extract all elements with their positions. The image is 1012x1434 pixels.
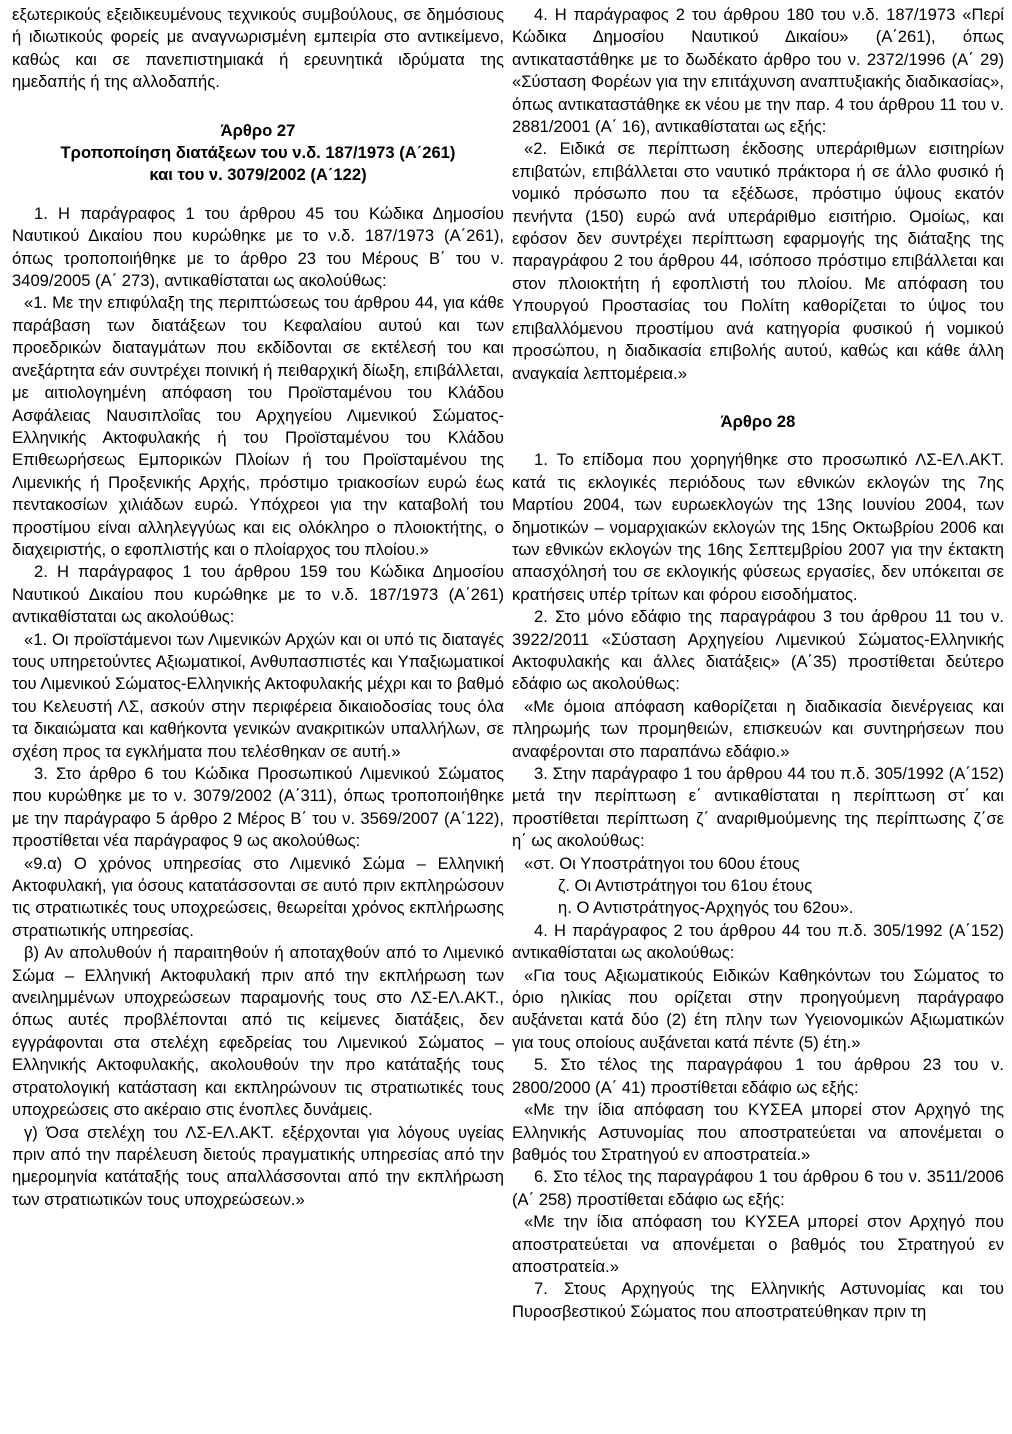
article-28-paragraph-5: 5. Στο τέλος της παραγράφου 1 του άρθρου 23 του ν. 2800/2000 (Α΄ 41) προστίθεται εδάφιο ως εξής:: [512, 1055, 1004, 1097]
right-column: [512, 4, 1004, 1323]
article-28-paragraph-2-quote: «Με όμοια απόφαση καθορίζεται η διαδικασία διενέργειας και πληρωμής των προμηθειών, επισκευών και συντηρήσεων που αναφέρονται στο παραπάνω εδάφιο.»: [512, 696, 1004, 761]
article-27-paragraph-1-quote: «1. Με την επιφύλαξη της περιπτώσεως του άρθρου 44, για κάθε παράβαση των διατάξεων του Κεφαλαίου αυτού και των προεδρικών διαταγμάτων που εκδίδονται σε εκτέλεσή του και ανεξάρτητα εάν συντρέχει ποινική ή πειθαρχική δίωξη, επιβάλλεται, με αιτιολογημένη απόφαση του Προϊσταμένου του Κλάδου Ασφάλειας Ναυσιπλοΐας του Αρχηγείου Λιμενικού Σώματος-Ελληνικής Ακτοφυλακής ή του Προϊσταμένου του Κλάδου Επιθεωρήσεως Εμπορικών Πλοίων ή του Προϊσταμένου της Λιμενικής ή Προξενικής Αρχής, πρόστιμο τριακοσίων ευρώ έως πεντακοσίων χιλιάδων ευρώ. Υπόχρεοι για την καταβολή του προστίμου είναι αλληλεγγύως και εις ολόκληρο ο πλοιοκτήτης, ο διαχειριστής, ο εφοπλιστής και ο πλοίαρχος του πλοίου.»: [12, 293, 504, 559]
article-27-paragraph-3-quote-b: β) Αν απολυθούν ή παραιτηθούν ή αποταχθούν από το Λιμενικό Σώμα – Ελληνική Ακτοφυλακή πριν από την εκπλήρωση των ανειλημμένων υποχρεώσεων παραμονής τους στο ΛΣ-ΕΛ.ΑΚΤ., όπως αυτές προβλέπονται από τις κείμενες διατάξεις, δεν εγγράφονται στα στελέχη εφεδρείας του Λιμενικού Σώματος – Ελληνικής Ακτοφυλακής, ακολουθούν την προ κατάταξής τους στρατολογική κατάσταση και εκπληρώνουν τις στρατιωτικές τους υποχρεώσεις στο ακέραιο στις ένοπλες δυνάμεις.: [12, 943, 504, 1120]
article-27-paragraph-4-quote: «2. Ειδικά σε περίπτωση έκδοσης υπεράριθμων εισιτηρίων επιβατών, επιβάλλεται στο ναυτικό πράκτορα ή σε άλλο φυσικό ή νομικό πρόσωπο που τα εξέδωσε, πρόστιμο ύψους εκατόν πενήντα (150) ευρώ ανά υπεράριθμο εισιτήριο. Ομοίως, και εφόσον δεν συντρέχει περίπτωση εφαρμογής της διάταξης της παραγράφου 2 του άρθρου 44, ισόποσο πρόστιμο επιβάλλεται και στον πλοιοκτήτη ή εφοπλιστή του πλοίου. Με απόφαση του Υπουργού Προστασίας του Πολίτη καθορίζεται το ύψος του επιβαλλόμενου προστίμου ανά κατηγορία φυσικού ή νομικού προσώπου, η διαδικασία επιβολής αυτού, καθώς και κάθε άλλη αναγκαία λεπτομέρεια.»: [512, 139, 1004, 383]
article-28-paragraph-4: 4. Η παράγραφος 2 του άρθρου 44 του π.δ. 305/1992 (Α΄152) αντικαθίσταται ως ακολούθως:: [512, 920, 1004, 963]
article-27-title: Άρθρο 27: [220, 120, 296, 140]
article-27-paragraph-2-quote: «1. Οι προϊστάμενοι των Λιμενικών Αρχών και οι υπό τις διαταγές τους υπηρετούντες Αξιωματικοί, Ανθυπασπιστές και Υπαξιωματικοί του Λιμενικού Σώματος-Ελληνικής Ακτοφυλακής μέχρι και το βαθμό του Κελευστή ΛΣ, ασκούν στην περιφέρεια δικαιοδοσίας τους όλα τα δικαιώματα και καθήκοντα γενικών ανακριτικών υπαλλήλων, σε σχέση προς τα εγκλήματα που τελέσθηκαν σε αυτή.»: [12, 629, 504, 761]
article-28-paragraph-3-item-h: η. Ο Αντιστράτηγος-Αρχηγός του 62ου».: [558, 898, 854, 918]
article-28-paragraph-7: 7. Στους Αρχηγούς της Ελληνικής Αστυνομίας και του Πυροσβεστικού Σώματος που αποστρατεύθηκαν πριν τη: [512, 1279, 1004, 1321]
article-28-paragraph-6-quote: «Με την ίδια απόφαση του ΚΥΣΕΑ μπορεί στον Αρχηγό που αποστρατεύεται να απονέμεται ο βαθμός του Στρατηγού εν αποστρατεία.»: [512, 1212, 1004, 1276]
left-column: [12, 4, 504, 1211]
article-28-paragraph-1: 1. Το επίδομα που χορηγήθηκε στο προσωπικό ΛΣ-ΕΛ.ΑΚΤ. κατά τις εκλογικές περιόδους των εθνικών εκλογών της 7ης Μαρτίου 2004, των ευρωεκλογών της 13ης Ιουνίου 2004, των δημοτικών – νομαρχιακών εκλογών της 15ης Οκτωβρίου 2006 και των εθνικών εκλογών της 16ης Σεπτεμβρίου 2007 για την έκτακτη απασχόλησή του σε εκλογικής φύσεως εργασίες, δεν υπόκειται σε κρατήσεις υπέρ τρίτων και φόρου εισοδήματος.: [512, 450, 1004, 604]
article-28-paragraph-4-quote: «Για τους Αξιωματικούς Ειδικών Καθηκόντων του Σώματος το όριο ηλικίας που ορίζεται στην προηγούμενη παράγραφο αυξάνεται κατά δύο (2) έτη πλην των Υγειονομικών Αξιωματικών για τους οποίους αυξάνεται κατά πέντε (5) έτη.»: [512, 965, 1004, 1052]
article-27-paragraph-3-quote-c: γ) Όσα στελέχη του ΛΣ-ΕΛ.ΑΚΤ. εξέρχονται για λόγους υγείας πριν από την παρέλευση διετούς πραγματικής υπηρεσίας από την ημερομηνία κατάταξής τους απαλλάσσονται από την εκπλήρωση των στρατιωτικών τους υποχρεώσεων.»: [12, 1122, 504, 1209]
article-27-subtitle-line1: Τροποποίηση διατάξεων του ν.δ. 187/1973 (Α΄261): [60, 143, 456, 163]
article-28-paragraph-3: 3. Στην παράγραφο 1 του άρθρου 44 του π.δ. 305/1992 (Α΄152) μετά την περίπτωση ε΄ αντικαθίσταται η περίπτωση στ΄ και προστίθεται περίπτωση ζ΄ αναριθμούμενης της περίπτωσης ζ΄σε η΄ ως ακολούθως:: [512, 764, 1004, 851]
article-28-paragraph-5-quote: «Με την ίδια απόφαση του ΚΥΣΕΑ μπορεί στον Αρχηγό της Ελληνικής Αστυνομίας που αποστρατεύεται να απονέμεται ο βαθμός του Στρατηγού εν αποστρατεία.»: [512, 1100, 1004, 1164]
article-27-paragraph-1: 1. Η παράγραφος 1 του άρθρου 45 του Κώδικα Δημοσίου Ναυτικού Δικαίου που κυρώθηκε με το ν.δ. 187/1973 (Α΄261), όπως τροποποιήθηκε με το άρθρο 23 του Μέρους Β΄ του ν. 3409/2005 (Α΄ 273), αντικαθίσταται ως ακολούθως:: [12, 203, 504, 291]
article-28-title: Άρθρο 28: [720, 411, 796, 431]
intro-paragraph: εξωτερικούς εξειδικευμένους τεχνικούς συμβούλους, σε δημόσιους ή ιδιωτικούς φορείς με αναγνωρισμένη εμπειρία στο αντικείμενο, καθώς και σε πανεπιστημιακά ή ερευνητικά ιδρύματα της ημεδαπής ή της αλλοδαπής.: [12, 5, 504, 92]
article-28-paragraph-3-item-z: ζ. Οι Αντιστράτηγοι του 61ου έτους: [558, 876, 813, 896]
article-27-paragraph-2: 2. Η παράγραφος 1 του άρθρου 159 του Κώδικα Δημοσίου Ναυτικού Δικαίου που κυρώθηκε με το ν.δ. 187/1973 (Α΄261) αντικαθίσταται ως ακολούθως:: [12, 562, 504, 627]
article-27-subtitle-line2: και του ν. 3079/2002 (Α΄122): [149, 165, 367, 185]
article-28-paragraph-3-item-st: «στ. Οι Υποστράτηγοι του 60ου έτους: [524, 853, 800, 873]
article-27-paragraph-3: 3. Στο άρθρο 6 του Κώδικα Προσωπικού Λιμενικού Σώματος που κυρώθηκε με το ν. 3079/2002 (Α΄311), όπως τροποποιήθηκε με την παράγραφο 5 άρθρο 2 Μέρος Β΄ του ν. 3569/2007 (Α΄122), προστίθεται νέα παράγραφος 9 ως ακολούθως:: [12, 764, 504, 851]
article-28-paragraph-2: 2. Στο μόνο εδάφιο της παραγράφου 3 του άρθρου 11 του ν. 3922/2011 «Σύσταση Αρχηγείου Λιμενικού Σώματος-Ελληνικής Ακτοφυλακής και άλλες διατάξεις» (Α΄35) προστίθεται δεύτερο εδάφιο ως ακολούθως:: [512, 607, 1004, 694]
article-27-paragraph-3-quote-a: «9.α) Ο χρόνος υπηρεσίας στο Λιμενικό Σώμα – Ελληνική Ακτοφυλακή, για όσους κατατάσσονται σε αυτό πριν εκπληρώσουν τις στρατιωτικές τους υποχρεώσεις, θεωρείται χρόνος εκπλήρωσης στρατιωτικής υπηρεσίας.: [12, 853, 504, 940]
article-28-paragraph-6: 6. Στο τέλος της παραγράφου 1 του άρθρου 6 του ν. 3511/2006 (Α΄ 258) προστίθεται εδάφιο ως εξής:: [512, 1167, 1004, 1209]
article-27-paragraph-4: 4. Η παράγραφος 2 του άρθρου 180 του ν.δ. 187/1973 «Περί Κώδικα Δημοσίου Ναυτικού Δικαίου» (Α΄261), όπως αντικαταστάθηκε με το δωδέκατο άρθρο του ν. 2372/1996 (Α΄ 29) «Σύσταση Φορέων για την επιτάχυνση αναπτυξιακής διαδικασίας», όπως αντικαταστάθηκε εκ νέου με την παρ. 4 του άρθρου 11 του ν. 2881/2001 (Α΄ 16), αντικαθίσταται ως εξής:: [512, 5, 1004, 137]
